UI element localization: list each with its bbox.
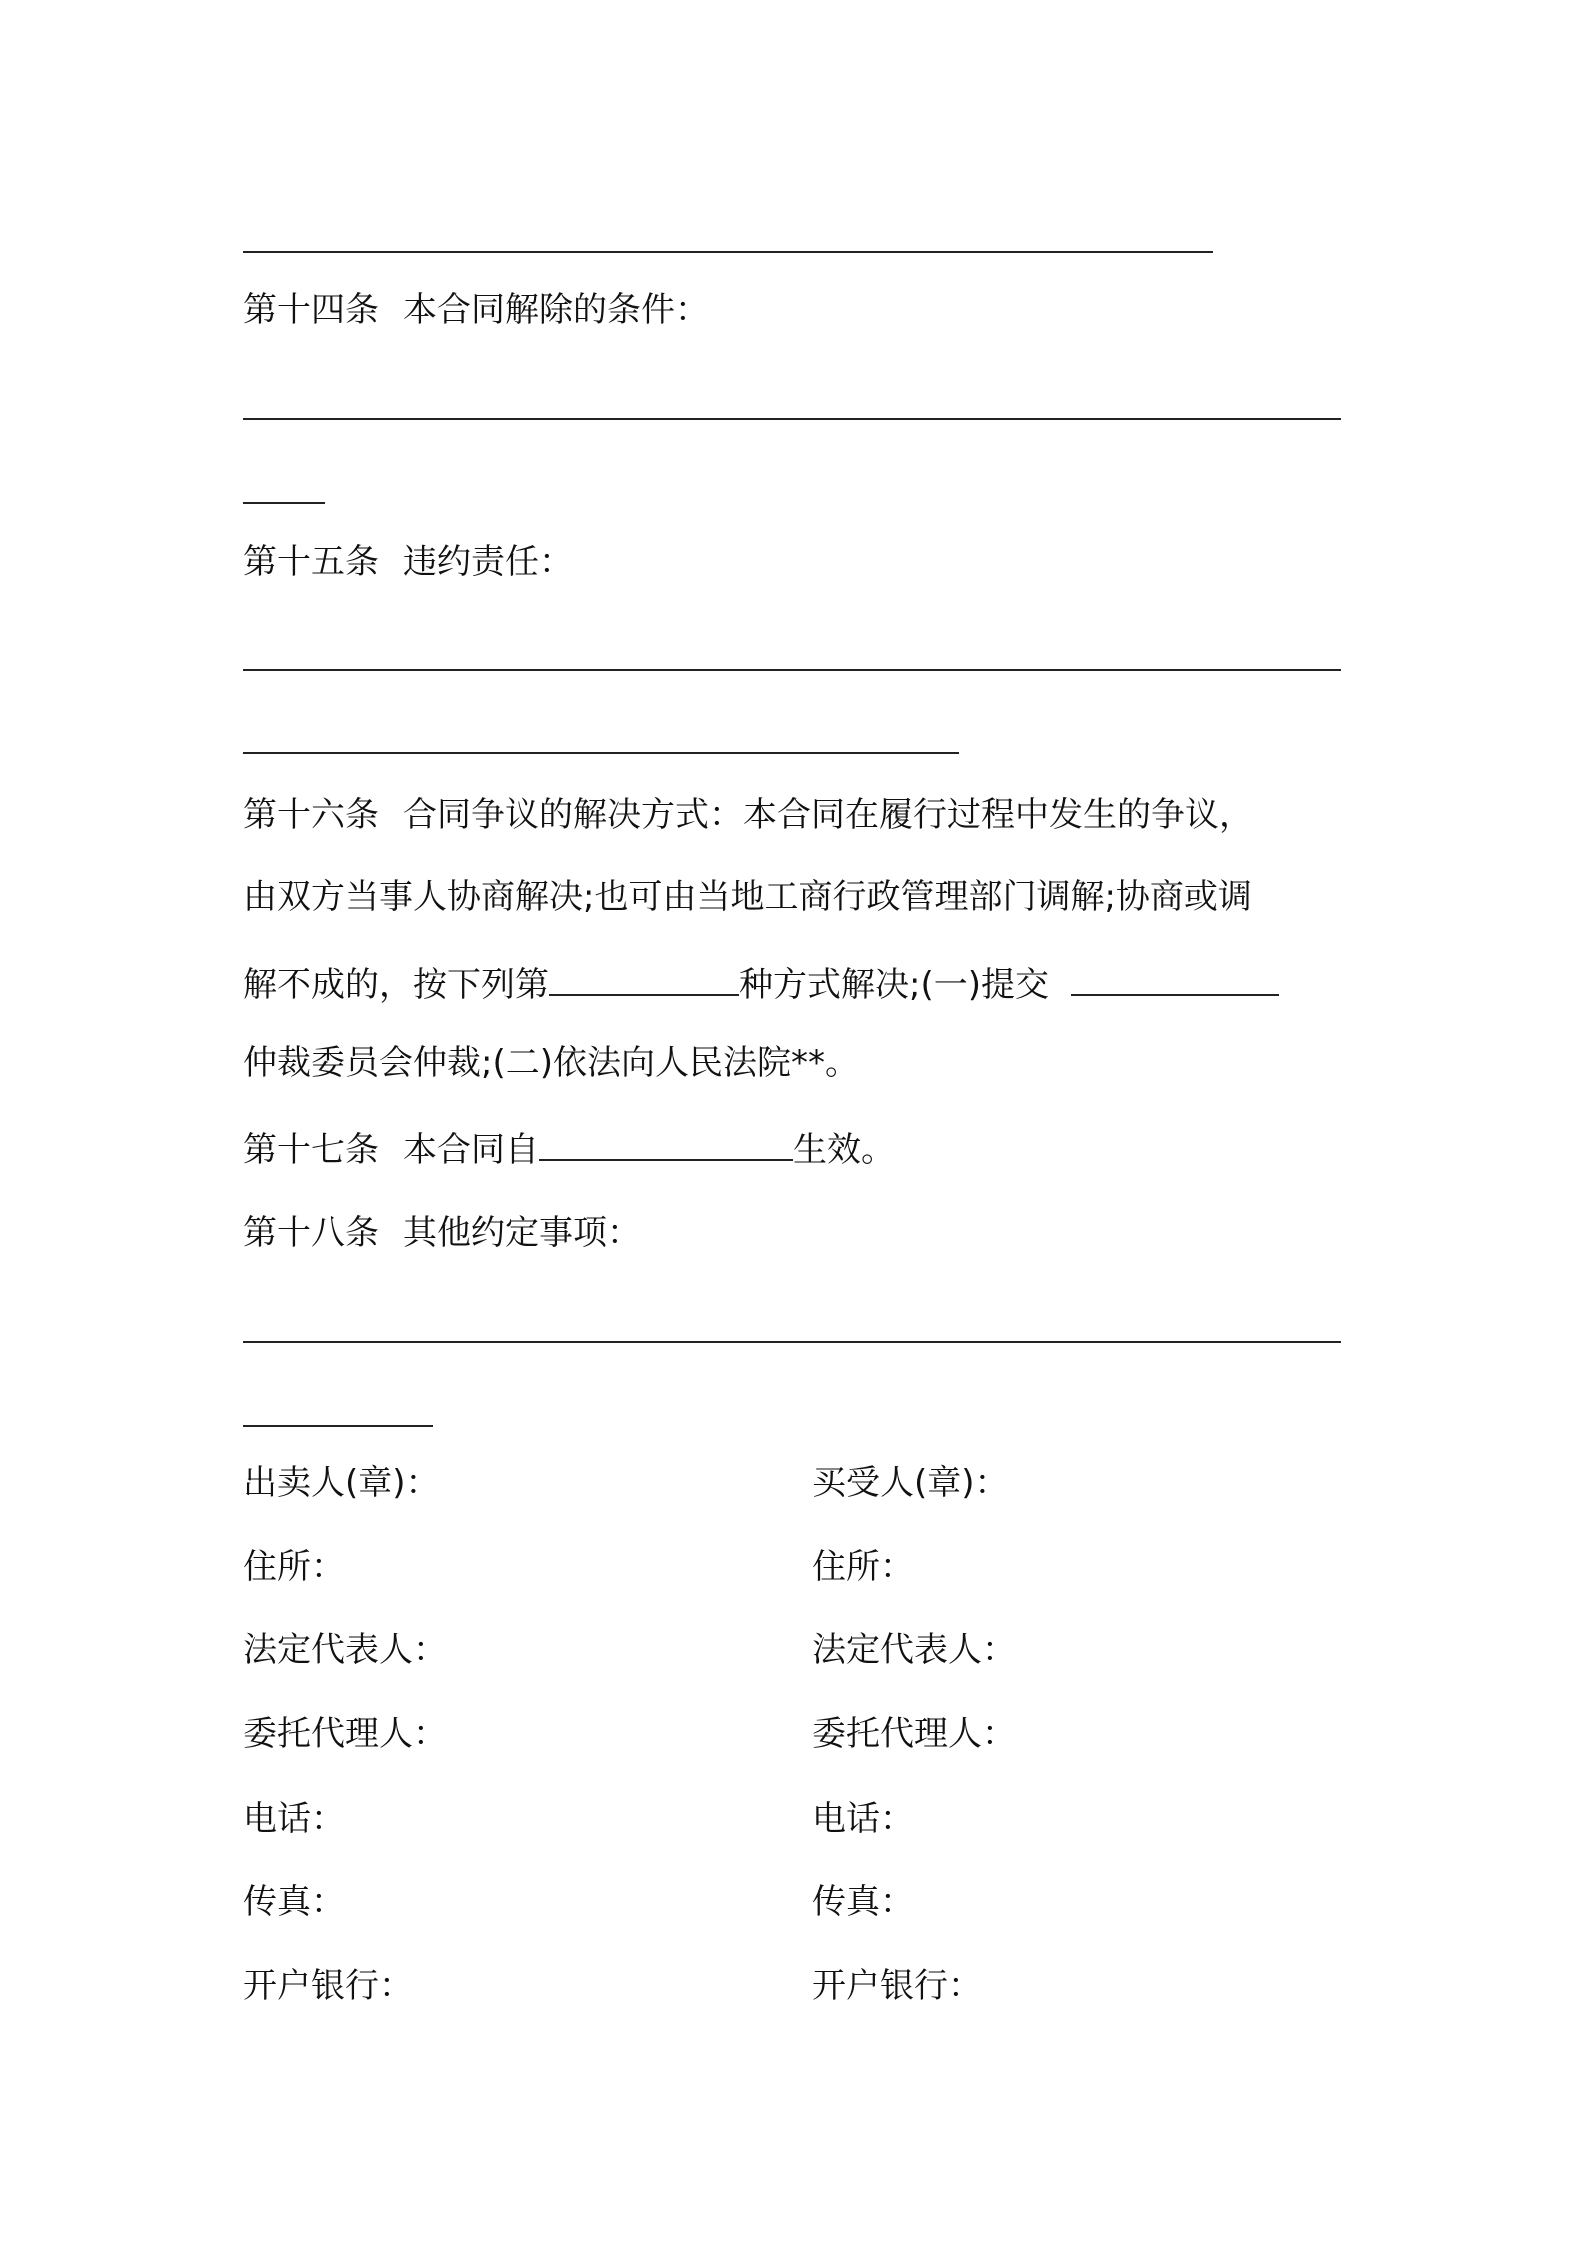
seller-fax: 传真： — [243, 1882, 345, 1922]
buyer-agent: 委托代理人： — [812, 1714, 1016, 1754]
blank-line — [243, 1341, 1341, 1343]
article-14 — [243, 288, 709, 332]
article-16-line-3 — [243, 963, 1279, 1007]
buyer-bank: 开户银行： — [812, 1966, 982, 2006]
blank-line — [243, 669, 1341, 671]
method-number-blank — [549, 964, 739, 996]
seller-address: 住所： — [243, 1547, 345, 1587]
article-16-line-2 — [243, 875, 1252, 919]
article-15-label: 第十五条 — [243, 542, 379, 582]
seller-phone: 电话： — [243, 1799, 345, 1839]
blank-line — [243, 502, 325, 504]
article-14-text: 本合同解除的条件： — [403, 290, 709, 330]
seller-agent: 委托代理人： — [243, 1714, 447, 1754]
article-16-line-4 — [243, 1041, 859, 1085]
blank-line — [243, 251, 1213, 253]
article-17-label: 第十七条 — [243, 1130, 379, 1170]
article-16-text-3a: 解不成的，按下列第 — [243, 965, 549, 1005]
blank-line — [243, 752, 959, 754]
article-18-text: 其他约定事项： — [403, 1213, 641, 1253]
article-18 — [243, 1211, 641, 1255]
seller-legal-rep: 法定代表人： — [243, 1630, 447, 1670]
article-17-text-b: 生效。 — [793, 1130, 895, 1170]
buyer-title: 买受人(章)： — [812, 1463, 1009, 1503]
article-16-text-3b: 种方式解决;(一)提交 — [739, 965, 1049, 1005]
seller-title: 出卖人(章)： — [243, 1463, 440, 1503]
article-16-text-4: 仲裁委员会仲裁;(二)依法向人民法院**。 — [243, 1043, 859, 1083]
article-16-text-1: 合同争议的解决方式：本合同在履行过程中发生的争议， — [403, 795, 1253, 835]
article-15 — [243, 540, 573, 584]
seller-bank: 开户银行： — [243, 1966, 413, 2006]
article-16-label: 第十六条 — [243, 795, 379, 835]
buyer-legal-rep: 法定代表人： — [812, 1630, 1016, 1670]
buyer-address: 住所： — [812, 1547, 914, 1587]
article-16-text-2: 由双方当事人协商解决;也可由当地工商行政管理部门调解;协商或调 — [243, 877, 1252, 917]
effective-date-blank — [539, 1129, 793, 1161]
article-16-line-1 — [243, 793, 1253, 837]
article-17 — [243, 1128, 895, 1172]
blank-line — [243, 1425, 433, 1427]
article-18-label: 第十八条 — [243, 1213, 379, 1253]
article-17-text-a: 本合同自 — [403, 1130, 539, 1170]
article-15-text: 违约责任： — [403, 542, 573, 582]
article-14-label: 第十四条 — [243, 290, 379, 330]
blank-line — [243, 418, 1341, 420]
arbitration-commission-blank — [1071, 964, 1279, 996]
buyer-fax: 传真： — [812, 1882, 914, 1922]
buyer-phone: 电话： — [812, 1799, 914, 1839]
